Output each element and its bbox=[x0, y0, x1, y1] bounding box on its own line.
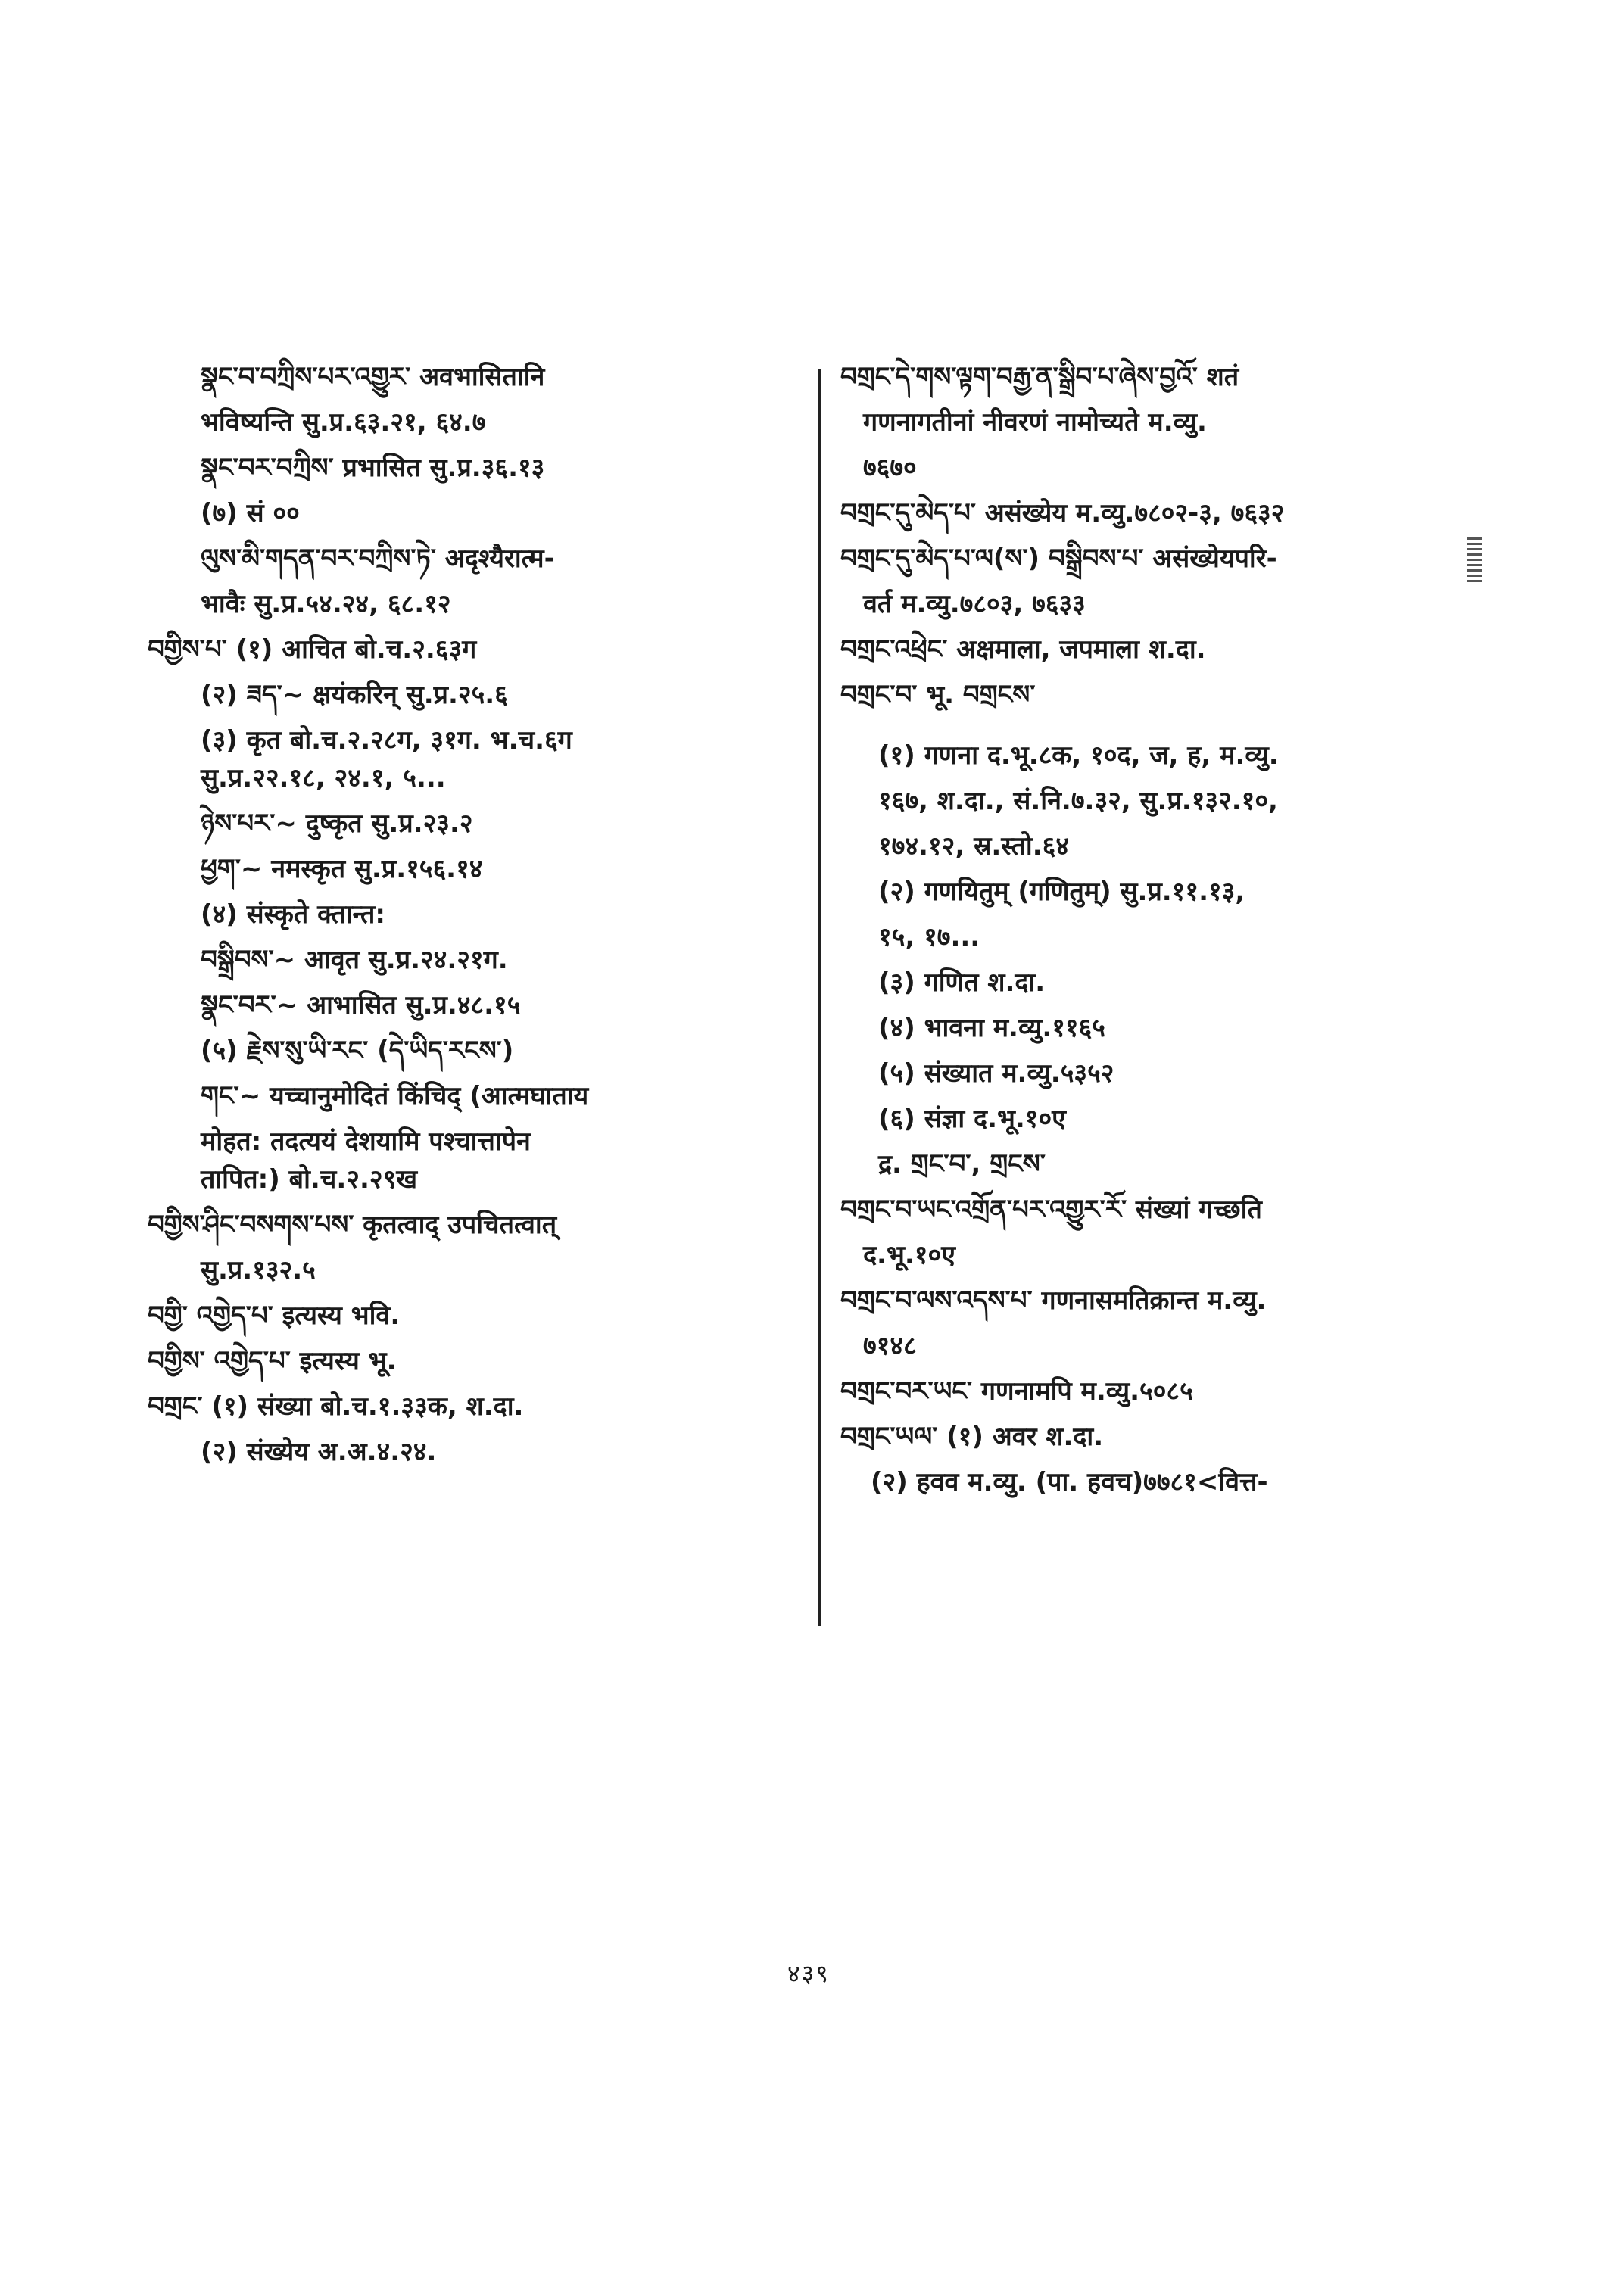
column-divider bbox=[818, 369, 821, 1626]
entry-line: གང་~ यच्चानुमोदितं किंचिद् (आत्मघाताय bbox=[201, 1081, 589, 1111]
entry-line: सु.प्र.२२.१८, २४.१, ५... bbox=[201, 763, 446, 793]
entry-line: (४) भावना म.व्यु.११६५ bbox=[878, 1013, 1105, 1043]
entry-line: བགྲང་ཡལ་ (१) अवर श.दा. bbox=[840, 1422, 1104, 1452]
entry-line: द्र. གྲང་བ་, གྲངས་ bbox=[878, 1149, 1046, 1179]
entry-line: བགྲང་བ་ཡང་འགྲོན་པར་འགྱུར་རོ་ संख्यां गच्छति bbox=[840, 1195, 1262, 1225]
entry-line: (४) संस्कृते क्तान्त: bbox=[201, 899, 385, 930]
entry-line: བགྲང་འཕྲེང་ अक्षमाला, जपमाला श.दा. bbox=[840, 634, 1206, 665]
entry-line: (२) ཟད་~ क्षयंकरिन् सु.प्र.२५.६ bbox=[201, 680, 508, 710]
entry-line: (६) संज्ञा द.भू.१०ए bbox=[878, 1104, 1066, 1134]
entry-line: བགྱིས་ འགྱེད་པ་ इत्यस्य भू. bbox=[148, 1346, 397, 1376]
entry-line: སྣང་བ་བཀྲིས་པར་འགྱུར་ अवभासितानि bbox=[201, 362, 545, 392]
entry-line: (२) गणयितुम् (गणितुम्) सु.प्र.११.१३, bbox=[878, 877, 1245, 907]
entry-line: བགྲང་དུ་མེད་པ་ असंख्येय म.व्यु.७८०२-३, ७६३२ bbox=[840, 498, 1285, 528]
entry-line: द.भू.१०ए bbox=[863, 1240, 955, 1270]
entry-line: १७४.१२, स्र.स्तो.६४ bbox=[878, 831, 1069, 861]
entry-line: ཕྱག་~ नमस्कृत सु.प्र.१५६.१४ bbox=[201, 854, 483, 884]
entry-line: सु.प्र.१३२.५ bbox=[201, 1255, 316, 1285]
entry-line: ཉེས་པར་~ दुष्कृत सु.प्र.२३.२ bbox=[201, 808, 473, 839]
entry-line: (१) गणना द.भू.८क, १०द, ज, ह, म.व्यु. bbox=[878, 740, 1279, 771]
entry-line: སྣང་བར་~ आभासित सु.प्र.४८.१५ bbox=[201, 990, 521, 1020]
entry-line: मोहत: तदत्ययं देशयामि पश्चात्तापेन bbox=[201, 1126, 531, 1157]
entry-line: (२) हवव म.व्यु. (पा. हवच)७७८१<वित्त- bbox=[871, 1467, 1268, 1497]
entry-line: བགྲང་དེ་གས་ལྟག་བརྒྱ་ན་སྒྲིབ་པ་ཞེས་བྱའོ་ शतं bbox=[840, 362, 1239, 392]
entry-line: བགྱི་ འགྱེད་པ་ इत्यस्य भवि. bbox=[148, 1301, 401, 1331]
entry-line: (७) सं ०० bbox=[201, 498, 300, 528]
entry-line: १५, १७... bbox=[878, 922, 980, 952]
entry-line: वर्त म.व्यु.७८०३, ७६३३ bbox=[863, 589, 1086, 619]
margin-mark bbox=[1467, 537, 1482, 583]
entry-line: ७१४८ bbox=[863, 1331, 917, 1361]
entry-line: བགྲང་ (१) संख्या बो.च.१.३३क, श.दा. bbox=[148, 1391, 524, 1422]
entry-line: ལུས་མི་གདན་བར་བཀྲིས་ཏེ་ अदृश्यैरात्म- bbox=[201, 544, 555, 574]
entry-line: (५) རྗེས་སུ་ཡི་རང་ (དེ་ཡིད་རངས་) bbox=[201, 1036, 514, 1066]
entry-line: སྣང་བར་བཀྲིས་ प्रभासित सु.प्र.३६.१३ bbox=[201, 453, 545, 483]
entry-line: भविष्यन्ति सु.प्र.६३.२१, ६४.७ bbox=[201, 407, 486, 438]
entry-line: བགྲང་བ་ भू. བགྲངས་ bbox=[840, 680, 1036, 710]
entry-line: བགྱིས་ཤིང་བསགས་པས་ कृतत्वाद् उपचितत्वात् bbox=[148, 1210, 557, 1240]
page-number: ४३९ bbox=[787, 1959, 830, 1988]
entry-line: (३) गणित श.दा. bbox=[878, 967, 1046, 998]
entry-line: (५) संख्यात म.व्यु.५३५२ bbox=[878, 1058, 1114, 1089]
entry-line: १६७, श.दा., सं.नि.७.३२, सु.प्र.१३२.१०, bbox=[878, 786, 1278, 816]
entry-line: गणनागतीनां नीवरणं नामोच्यते म.व्यु. bbox=[863, 407, 1207, 438]
entry-line: བགྲང་བར་ཡང་ गणनामपि म.व्यु.५०८५ bbox=[840, 1376, 1193, 1407]
entry-line: भावैः सु.प्र.५४.२४, ६८.१२ bbox=[201, 589, 451, 619]
entry-line: བགྲང་བ་ལས་འདས་པ་ गणनासमतिक्रान्त म.व्यु. bbox=[840, 1285, 1267, 1316]
entry-line: (३) कृत बो.च.२.२८ग, ३१ग. भ.च.६ग bbox=[201, 725, 572, 756]
entry-line: བསྒྲིབས་~ आवृत सु.प्र.२४.२१ग. bbox=[201, 945, 508, 975]
entry-line: ७६७० bbox=[863, 453, 917, 483]
entry-line: བགྲང་དུ་མེད་པ་ལ(ས་) བསྒྲིབས་པ་ असंख्येयपरि- bbox=[840, 544, 1277, 574]
entry-line: तापित:) बो.च.२.२९ख bbox=[201, 1164, 418, 1195]
entry-line: (२) संख्येय अ.अ.४.२४. bbox=[201, 1437, 437, 1467]
entry-line: བགྱིས་པ་ (१) आचित बो.च.२.६३ग bbox=[148, 634, 477, 665]
